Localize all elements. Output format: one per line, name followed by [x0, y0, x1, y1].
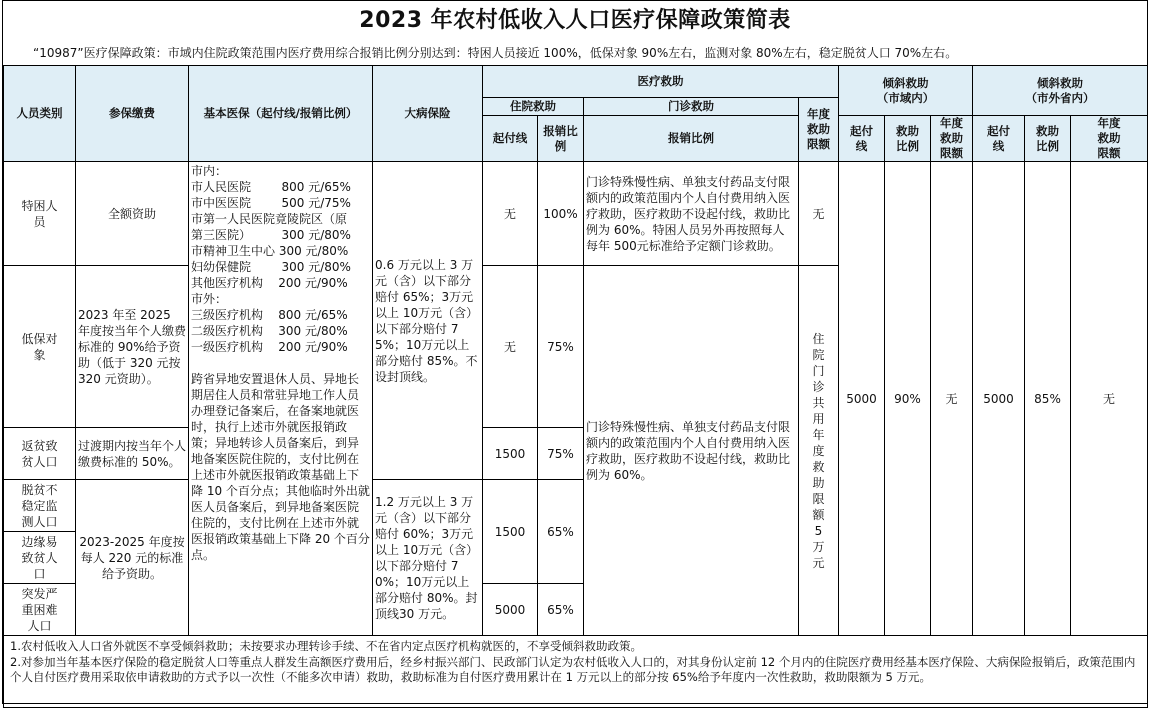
header-serious: 大病保险 [373, 66, 483, 162]
payment-dibao: 2023 年至 2025 年度按当年个人缴费标准的 90%给予资助（低于 320 元按 320 元资助）。 [76, 266, 189, 428]
inpatient-threshold-fanpin: 1500 [483, 428, 538, 480]
header-threshold: 起付线 [483, 116, 538, 162]
category-fanpin: 返贫致 贫人口 [4, 428, 76, 480]
header-tilt-in-limit: 年度 救助 限额 [931, 116, 973, 162]
inpatient-ratio-tuopin: 65% [538, 480, 584, 584]
policy-table-page [2, 0, 1148, 704]
header-basic: 基本医保（起付线/报销比例） [189, 66, 373, 162]
header-tilt-in: 倾斜救助 （市域内） [839, 66, 973, 116]
policy-summary: “10987”医疗保障政策：市域内住院政策范围内医疗费用综合报销比例分别达到：特困人员接近 100%，低保对象 90%左右，监测对象 80%左右，稳定脱贫人口 70%左右。 [33, 46, 958, 60]
annual-limit-tekun: 无 [799, 162, 839, 266]
tilt-out-limit: 无 [1071, 162, 1148, 636]
policy-table [3, 65, 1148, 708]
serious-bottom: 1.2 万元以上 3 万元（含）以下部分赔付 60%；3万元以上 10万元（含）以下部分赔付 70%；10万元以上部分赔付 80%。封顶线30 万元。 [373, 480, 483, 636]
basic-insurance-cell [189, 162, 373, 636]
tilt-in-limit: 无 [931, 162, 973, 636]
header-payment: 参保缴费 [76, 66, 189, 162]
payment-rest: 2023-2025 年度按每人 220 元的标准给予资助。 [76, 480, 189, 636]
header-tilt-out-ratio: 救助 比例 [1025, 116, 1071, 162]
header-reimb-ratio: 报销比例 [584, 116, 799, 162]
tilt-out-ratio: 85% [1025, 162, 1071, 636]
basic-hospital-list: 市内： 市人民医院 800 元/65% 市中医医院 500 元/75% 市第一人民医院竟陵院区（原 第三医院） 300 元/80% 市精神卫生中心 300 元/80% 妇幼保健院 300 元/80% 其他医疗机构 200 元/90% 市外： 三级医疗机构 800 元/65% 二级医疗机构 300 元/80% 一级医疗机构 200 元/90% [191, 164, 351, 354]
header-inpatient: 住院救助 [483, 98, 584, 116]
tilt-in-threshold: 5000 [839, 162, 885, 636]
tilt-in-ratio: 90% [885, 162, 931, 636]
inpatient-ratio-dibao: 75% [538, 266, 584, 428]
outpatient-others: 门诊特殊慢性病、单独支付药品支付限额内的政策范围内个人自付费用纳入医疗救助，医疗救助不设起付线，救助比例为 60%。 [584, 266, 799, 636]
inpatient-ratio-tekun: 100% [538, 162, 584, 266]
category-tuopin: 脱贫不 稳定监 测人口 [4, 480, 76, 532]
outpatient-tekun: 门诊特殊慢性病、单独支付药品支付限额内的政策范围内个人自付费用纳入医疗救助，医疗救助不设起付线，救助比例为 60%。特困人员另外再按照每人每年 500元标准给予定额门诊救助。 [584, 162, 799, 266]
header-tilt-in-ratio: 救助 比例 [885, 116, 931, 162]
inpatient-threshold-tuopin: 1500 [483, 480, 538, 584]
note-2: 2.对参加当年基本医疗保险的稳定脱贫人口等重点人群发生高额医疗费用后，经乡村振兴部门、民政部门认定为农村低收入人口的，对其身份认定前 12 个月内的住院医疗费用经基本医疗保险、大病保险报销后，政策范围内个人自付医疗费用采取依申请救助的方式予以一次性（不能多次申请）救助，救助标准为自付医疗费用累计在 1 万元以上的部分按 65%给予年度内一次性救助，救助限额为 5 万元。 [10, 654, 1136, 684]
page-title: 2023 年农村低收入人口医疗保障政策简表 [359, 8, 791, 33]
inpatient-ratio-tufa: 65% [538, 584, 584, 636]
header-outpatient: 门诊救助 [584, 98, 799, 116]
header-category: 人员类别 [4, 66, 76, 162]
category-tufa: 突发严 重困难 人口 [4, 584, 76, 636]
inpatient-threshold-tekun: 无 [483, 162, 538, 266]
category-tekun: 特困人 员 [4, 162, 76, 266]
category-bianyuan: 边缘易 致贫人 口 [4, 532, 76, 584]
tilt-out-threshold: 5000 [973, 162, 1025, 636]
inpatient-threshold-dibao: 无 [483, 266, 538, 428]
header-ratio: 报销比 例 [538, 116, 584, 162]
header-annual-limit: 年度 救助 限额 [799, 98, 839, 162]
header-tilt-out: 倾斜救助 （市外省内） [973, 66, 1148, 116]
header-tilt-out-limit: 年度 救助 限额 [1071, 116, 1148, 162]
payment-fanpin: 过渡期内按当年个人缴费标准的 50%。 [76, 428, 189, 480]
notes-section [4, 636, 1148, 708]
annual-limit-others: 住 院 门 诊 共 用 年 度 救 助 限 额 5 万 元 [799, 266, 839, 636]
serious-top: 0.6 万元以上 3 万元（含）以下部分赔付 65%；3万元以上 10万元（含）以下部分赔付 75%；10万元以上部分赔付 85%。不设封顶线。 [373, 162, 483, 480]
inpatient-threshold-tufa: 5000 [483, 584, 538, 636]
note-1: 1.农村低收入人口省外就医不享受倾斜救助；未按要求办理转诊手续、不在省内定点医疗机构就医的，不享受倾斜救助政策。 [10, 639, 642, 653]
header-tilt-in-threshold: 起付 线 [839, 116, 885, 162]
inpatient-ratio-fanpin: 75% [538, 428, 584, 480]
header-tilt-out-threshold: 起付 线 [973, 116, 1025, 162]
header-medical-aid: 医疗救助 [483, 66, 839, 98]
category-dibao: 低保对 象 [4, 266, 76, 428]
payment-tekun: 全额资助 [76, 162, 189, 266]
basic-remote-policy: 跨省异地安置退休人员、异地长期居住人员和常驻异地工作人员办理登记备案后，在备案地就医时，执行上述市外就医报销政策；异地转诊人员备案后，到异地备案医院住院的，支付比例在上述市外就医报销政策基础上下降 10 个百分点；其他临时外出就医人员备案后，到异地备案医院住院的，支付比例在上述市外就医报销政策基础上下降 20 个百分点。 [191, 372, 370, 562]
